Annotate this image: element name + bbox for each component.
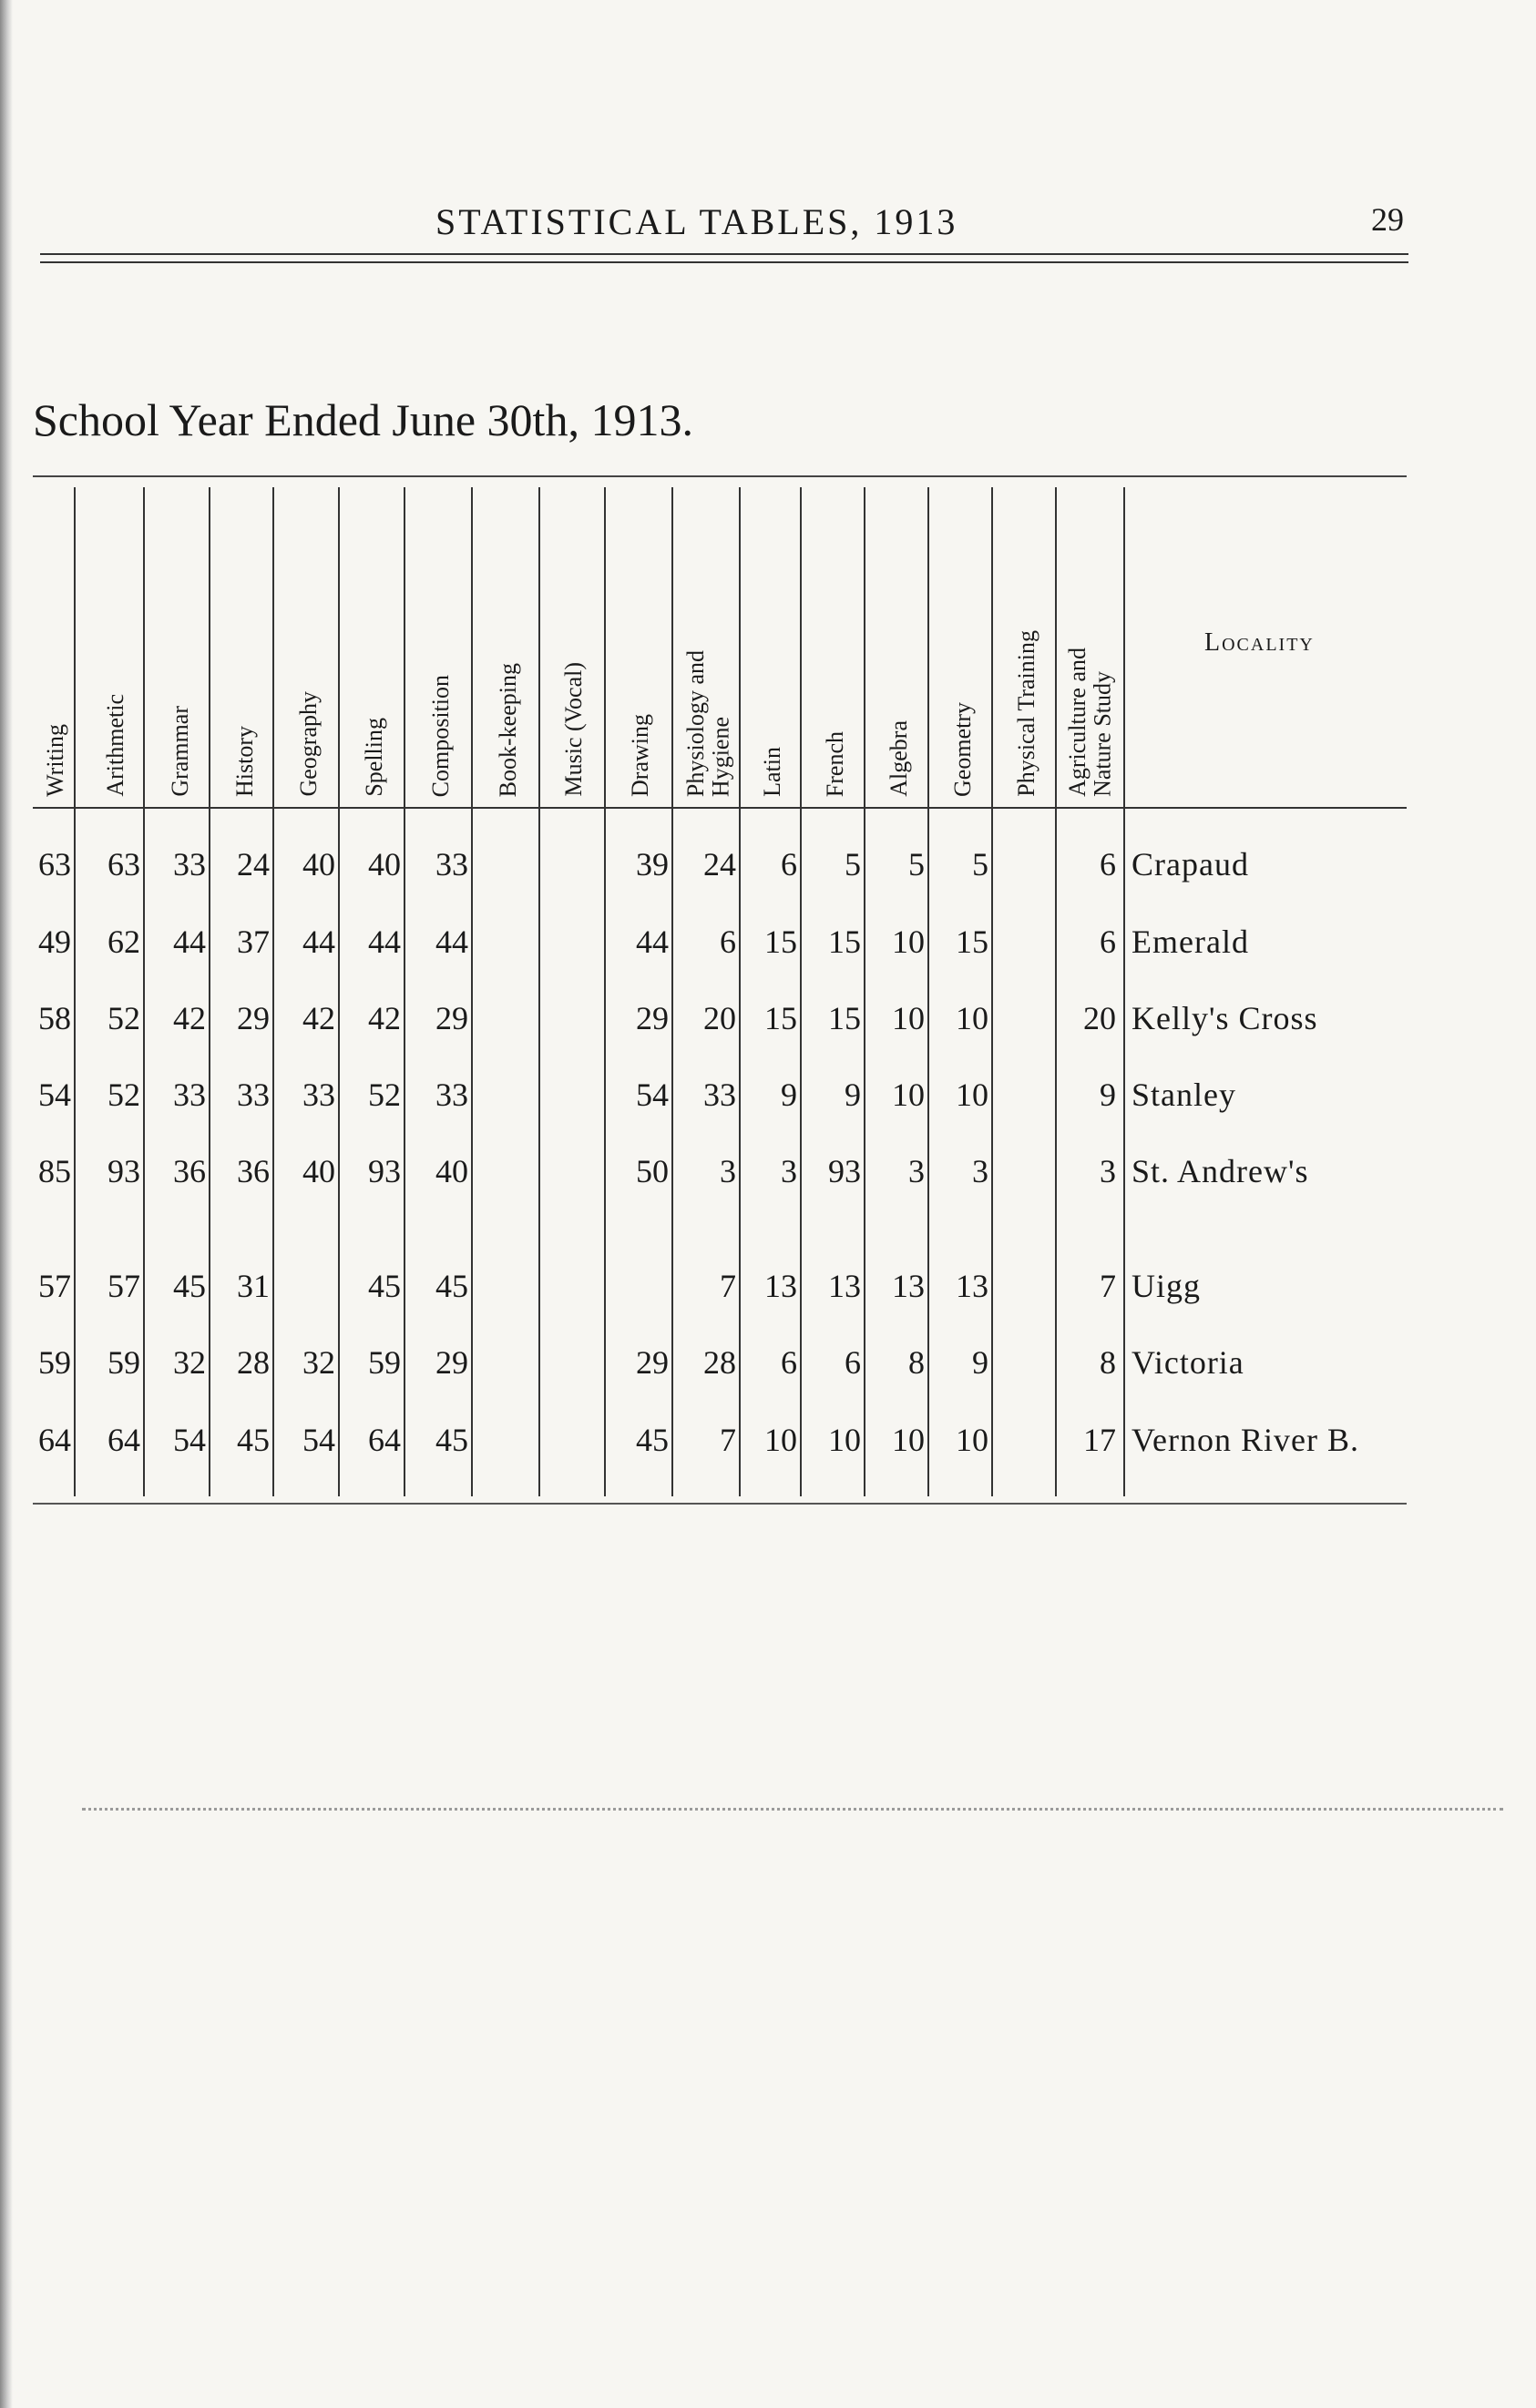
table-cell: 44	[636, 923, 669, 960]
column-header	[539, 496, 609, 797]
table-cell: 36	[237, 1153, 270, 1189]
table-cell: 8	[1100, 1344, 1116, 1381]
table-cell: 17	[1083, 1422, 1116, 1458]
table-cell: 6	[1100, 846, 1116, 883]
column-header-label: Agriculture and Nature Study	[1064, 648, 1116, 797]
table-cell: 10	[828, 1422, 861, 1458]
table-cell: 39	[636, 846, 669, 883]
table-cell: 6	[781, 846, 797, 883]
table-cell: 42	[173, 1000, 206, 1036]
table-cell: 28	[237, 1344, 270, 1381]
column-header-label: French	[821, 730, 848, 797]
column-header-label: History	[231, 726, 259, 797]
table-cell: 40	[435, 1153, 468, 1189]
table-cell: 15	[828, 923, 861, 960]
table-cell: 15	[764, 923, 797, 960]
table-cell: 44	[302, 923, 335, 960]
table-bottom-rule	[33, 1503, 1407, 1505]
table-cell: 24	[703, 846, 736, 883]
table-cell: 45	[237, 1422, 270, 1458]
header-rule-top	[40, 253, 1408, 255]
table-cell: 6	[1100, 923, 1116, 960]
table-cell: 29	[237, 1000, 270, 1036]
table-cell: 24	[237, 846, 270, 883]
table-cell: 15	[956, 923, 988, 960]
table-cell: 59	[108, 1344, 140, 1381]
column-header-label: Music (Vocal)	[560, 662, 588, 797]
table-cell: 29	[636, 1000, 669, 1036]
table-cell: 58	[38, 1000, 71, 1036]
table-cell: 62	[108, 923, 140, 960]
table-cell: 45	[435, 1268, 468, 1304]
table-cell: 33	[435, 846, 468, 883]
table-cell: 15	[764, 1000, 797, 1036]
locality-cell: Vernon River B.	[1132, 1422, 1359, 1458]
table-cell: 29	[435, 1000, 468, 1036]
table-cell: 3	[1100, 1153, 1116, 1189]
table-cell: 32	[302, 1344, 335, 1381]
header-rule-bottom	[40, 261, 1408, 263]
column-header-label: Latin	[758, 747, 785, 797]
table-cell: 93	[828, 1153, 861, 1189]
table-cell: 64	[38, 1422, 71, 1458]
table-cell: 40	[368, 846, 401, 883]
table-cell: 93	[108, 1153, 140, 1189]
locality-cell: Stanley	[1132, 1076, 1236, 1113]
column-header-label: Composition	[427, 674, 455, 797]
locality-header: Locality	[1204, 628, 1315, 657]
table-cell: 63	[38, 846, 71, 883]
column-header	[740, 496, 804, 797]
table-cell: 20	[703, 1000, 736, 1036]
table-cell: 10	[892, 1000, 925, 1036]
table-cell: 50	[636, 1153, 669, 1189]
table-cell: 7	[720, 1268, 736, 1304]
table-cell: 45	[636, 1422, 669, 1458]
column-header	[605, 496, 676, 797]
column-header	[84, 496, 148, 797]
table-cell: 40	[302, 1153, 335, 1189]
table-cell: 63	[108, 846, 140, 883]
table-top-rule	[33, 475, 1407, 477]
table-cell: 32	[173, 1344, 206, 1381]
table-cell: 10	[956, 1422, 988, 1458]
table-cell: 54	[173, 1422, 206, 1458]
table-cell: 44	[435, 923, 468, 960]
dotted-line	[82, 1808, 1503, 1811]
table-cell: 13	[892, 1268, 925, 1304]
column-header-label: Physical Training	[1012, 630, 1039, 797]
table-cell: 3	[972, 1153, 988, 1189]
table-cell: 42	[302, 1000, 335, 1036]
table-cell: 10	[892, 1422, 925, 1458]
column-header-label: Book-keeping	[495, 662, 522, 797]
column-header-label: Algebra	[885, 720, 912, 797]
table-cell: 9	[972, 1344, 988, 1381]
locality-cell: Emerald	[1132, 923, 1249, 960]
table-row	[0, 1152, 1536, 1207]
table-cell: 31	[237, 1268, 270, 1304]
column-header	[672, 496, 743, 797]
column-header	[1057, 496, 1123, 797]
table-cell: 45	[435, 1422, 468, 1458]
table-cell: 37	[237, 923, 270, 960]
column-header	[148, 496, 213, 797]
table-cell: 57	[108, 1268, 140, 1304]
table-cell: 10	[956, 1076, 988, 1113]
table-cell: 33	[435, 1076, 468, 1113]
column-header-label: Arithmetic	[102, 694, 129, 797]
table-cell: 33	[173, 1076, 206, 1113]
table-row	[0, 1267, 1536, 1321]
table-cell: 59	[368, 1344, 401, 1381]
table-cell: 8	[908, 1344, 925, 1381]
page-number: 29	[1371, 201, 1404, 238]
column-header	[275, 496, 343, 797]
table-cell: 44	[173, 923, 206, 960]
table-cell: 15	[828, 1000, 861, 1036]
table-row	[0, 1076, 1536, 1130]
table-header-rule	[33, 807, 1407, 809]
column-header	[993, 496, 1060, 797]
column-header	[33, 496, 78, 797]
table-cell: 33	[703, 1076, 736, 1113]
locality-cell: Victoria	[1132, 1344, 1244, 1381]
table-row	[0, 923, 1536, 977]
table-cell: 10	[764, 1422, 797, 1458]
locality-cell: Kelly's Cross	[1132, 1000, 1318, 1036]
column-header	[213, 496, 277, 797]
table-cell: 64	[108, 1422, 140, 1458]
table-cell: 13	[956, 1268, 988, 1304]
table-cell: 10	[956, 1000, 988, 1036]
table-cell: 36	[173, 1153, 206, 1189]
table-cell: 6	[845, 1344, 861, 1381]
table-cell: 64	[368, 1422, 401, 1458]
table-cell: 5	[845, 846, 861, 883]
table-cell: 29	[636, 1344, 669, 1381]
table-cell: 10	[892, 1076, 925, 1113]
column-header	[802, 496, 868, 797]
table-cell: 13	[828, 1268, 861, 1304]
table-cell: 5	[972, 846, 988, 883]
column-header-label: Geometry	[948, 702, 976, 797]
table-cell: 54	[38, 1076, 71, 1113]
table-row	[0, 1343, 1536, 1398]
table-cell: 9	[781, 1076, 797, 1113]
column-header	[474, 496, 543, 797]
table-cell: 45	[173, 1268, 206, 1304]
table-cell: 10	[892, 923, 925, 960]
locality-cell: Crapaud	[1132, 846, 1249, 883]
column-header-label: Physiology and Hygiene	[681, 649, 733, 797]
table-cell: 5	[908, 846, 925, 883]
column-header	[865, 496, 932, 797]
table-cell: 9	[845, 1076, 861, 1113]
table-cell: 29	[435, 1344, 468, 1381]
table-cell: 49	[38, 923, 71, 960]
column-header	[929, 496, 996, 797]
table-cell: 13	[764, 1268, 797, 1304]
table-cell: 54	[636, 1076, 669, 1113]
table-cell: 3	[781, 1153, 797, 1189]
running-title: STATISTICAL TABLES, 1913	[435, 201, 958, 242]
table-row	[0, 1421, 1536, 1475]
table-cell: 33	[302, 1076, 335, 1113]
column-header-label: Writing	[42, 724, 69, 797]
table-row	[0, 999, 1536, 1054]
table-cell: 9	[1100, 1076, 1116, 1113]
column-header-label: Drawing	[627, 714, 654, 797]
table-cell: 52	[368, 1076, 401, 1113]
table-cell: 7	[1100, 1268, 1116, 1304]
table-cell: 44	[368, 923, 401, 960]
table-cell: 57	[38, 1268, 71, 1304]
table-row	[0, 845, 1536, 900]
table-cell: 6	[720, 923, 736, 960]
table-cell: 33	[173, 846, 206, 883]
table-cell: 3	[908, 1153, 925, 1189]
table-cell: 40	[302, 846, 335, 883]
table-cell: 59	[38, 1344, 71, 1381]
column-header	[341, 496, 408, 797]
table-cell: 6	[781, 1344, 797, 1381]
section-title: School Year Ended June 30th, 1913.	[33, 394, 693, 445]
locality-cell: St. Andrew's	[1132, 1153, 1309, 1189]
table-cell: 7	[720, 1422, 736, 1458]
table-cell: 20	[1083, 1000, 1116, 1036]
table-cell: 42	[368, 1000, 401, 1036]
column-header-label: Geography	[295, 691, 323, 797]
table-cell: 85	[38, 1153, 71, 1189]
table-cell: 52	[108, 1000, 140, 1036]
locality-cell: Uigg	[1132, 1268, 1201, 1304]
table-cell: 93	[368, 1153, 401, 1189]
table-cell: 45	[368, 1268, 401, 1304]
column-header-label: Grammar	[167, 706, 194, 797]
table-cell: 52	[108, 1076, 140, 1113]
table-cell: 33	[237, 1076, 270, 1113]
table-cell: 54	[302, 1422, 335, 1458]
table-cell: 3	[720, 1153, 736, 1189]
column-header-label: Spelling	[361, 718, 388, 797]
column-header	[406, 496, 476, 797]
table-cell: 28	[703, 1344, 736, 1381]
